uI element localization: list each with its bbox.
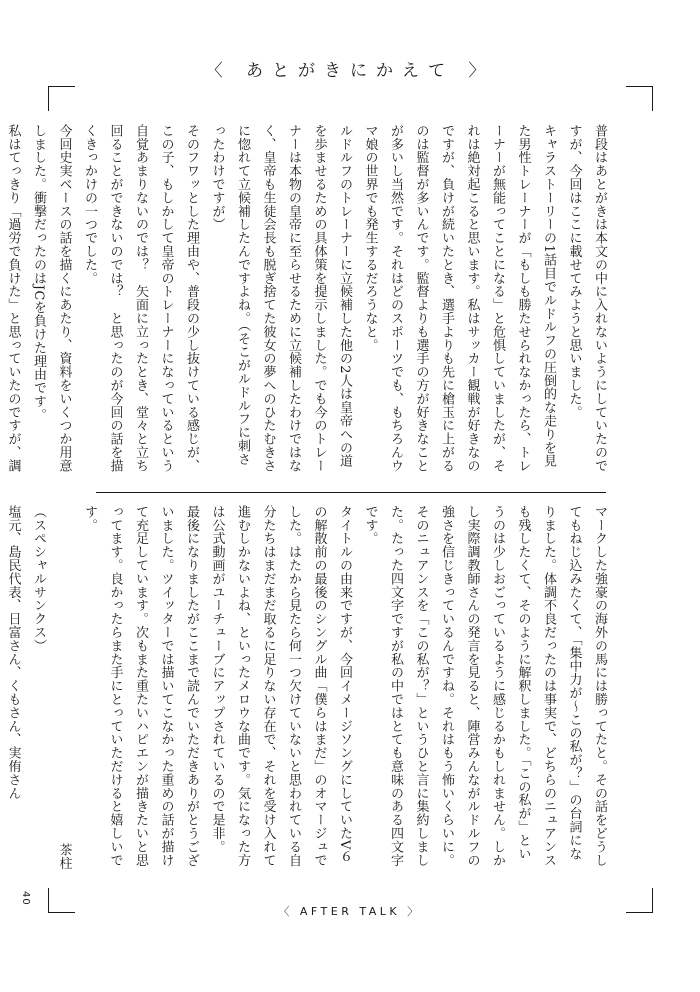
paragraph: 最後になりましたがここまで読んでいただきありがとうございました。ツイッターでは描いてこなかった重めの話が描けて充足しています。次もまた重たいハピエンが描きたいと思ってます。良かったらまた手にとっていただけると嬉しいです。 xyxy=(82,505,199,867)
section-divider xyxy=(96,492,606,493)
frame-corner-top-right xyxy=(626,86,653,111)
paragraph: 私はてっきり「過労で負けた」と思っていたのですが、調 xyxy=(5,124,21,473)
paragraph: ルドルフのトレーナーに立候補した他の2人は皇帝への道を歩ませるための具体策を提示しました。でも今のトレーナーは本物の皇帝に至らせるために立候補したわけではなく、皇帝も生徒会長も脱ぎ捨てた彼女の夢へのひたむきさに惚れて立候補したんですよね。（そこがルドルフに刺さったわけですが） xyxy=(209,124,352,473)
paragraph: 普段はあとがきは本文の中に入れないようにしていたのですが、今回はここに載せてみようと思いました。 xyxy=(566,124,607,473)
paragraph: タイトルの由来ですが、今回イメージソングにしていたV６の解散前の最後のシングル曲「僕らはまだ」のオマージュでした。はたから見たら何一つ欠けていないと思われている自分たちはまだまだ取るに足りない存在で、それを受け入れて進むしかないよね、といったメロウな曲です。気になった方は公式動画がユーチューブにアップされているので是非。 xyxy=(209,505,352,867)
paragraph: 今回史実ベースの話を描くにあたり、資料をいくつか用意しました。衝撃だったのはJCを負けた理由です。 xyxy=(31,124,72,473)
paragraph: マークした強豪の海外の馬には勝ってたと。その話をどうしてもねじ込みたくて、「集中力が～この私が？」の台詞になりました。体調不良だったのは事実で、どちらのニュアンスも残したくて、そのように解釈しました。「この私が」というのは少しおごっているように感じるかもしれません。しかし実際調教師さんの発言を見ると、陣営みんながルドルフの強さを信じきっているんですね。それはもう怖いくらいに。そのニュアンスを「この私が？」というひと言に集約しました。たった四文字ですが私の中ではとても意味のある四文字です。 xyxy=(362,505,607,867)
paragraph: そのフワッとした理由や、普段の少し抜けている感じが、この子、もしかして皇帝のトレーナーになっているという自覚あまりないのでは？ 矢面に立ったとき、堂々と立ち回ることができないのでは？ と思ったのが今回の話を描くきっかけの一つでした。 xyxy=(82,124,199,473)
afterword-upper-block xyxy=(5,124,612,479)
frame-corner-top-left xyxy=(48,86,75,111)
paragraph: キャラストーリーの1話目でルドルフの圧倒的な走りを見た男性トレーナーが「もしも勝たせられなかったら、トレーナーが無能ってことになる」と危惧していましたが、それは絶対起こると思います。私はサッカー観戦が好きなのですが、負けが続いたとき、選手よりも先に槍玉に上がるのは監督が多いんです。監督よりも選手の方が好きなことが多いし当然です。それはどのスポーツでも、もちろんウマ娘の世界でも発生するだろうなと。 xyxy=(362,124,556,473)
author-signature: 茶柱 xyxy=(56,843,72,870)
afterword-lower-block xyxy=(5,505,612,870)
footer-label: 〈 AFTER TALK 〉 xyxy=(278,905,422,918)
special-thanks-label: （スペシャルサンクス） xyxy=(31,505,46,653)
page-number: 40 xyxy=(20,891,31,906)
special-thanks-names: 塩元、島民代表、日富さん、くもさん、実侑さん xyxy=(5,505,21,800)
page-title: 〈 あとがきにかえて 〉 xyxy=(205,61,495,81)
